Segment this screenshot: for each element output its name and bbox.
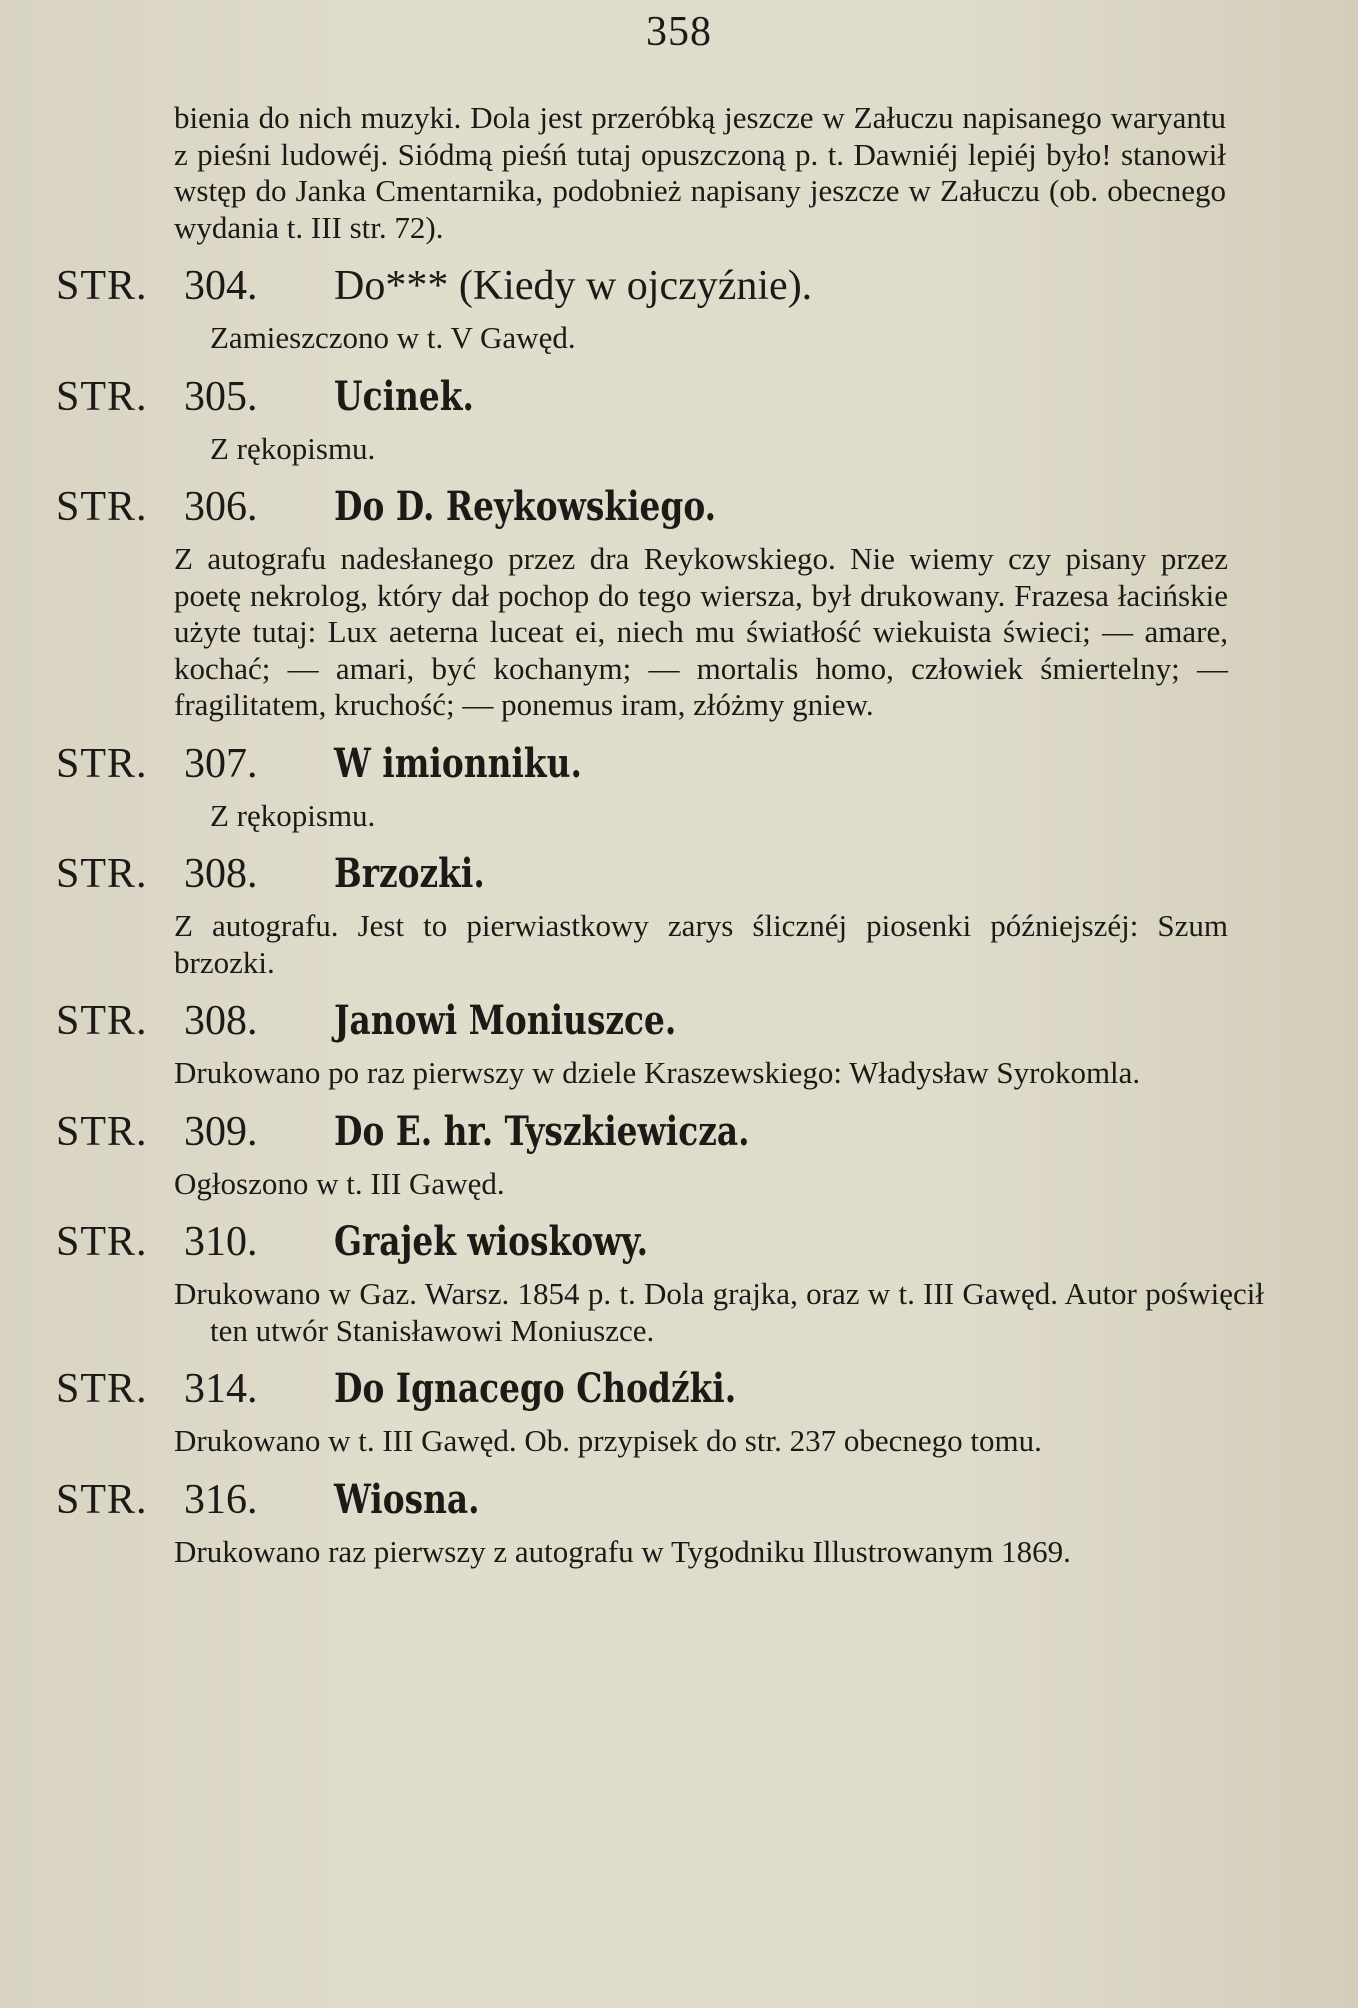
- entry-note: Z autografu nadesłanego przez dra Reykowskiego. Nie wiemy czy pisany przez poetę nekrolog, który dał pochop do tego wiersza, był drukowany. Frazesa łacińskie użyte tutaj: Lux aeterna luceat ei, niech mu światłość wiekuista świeci; — amare, kochać; — amari, być kochanym; — mortalis homo, człowiek śmiertelny; —fragilitatem, kruchość; — ponemus iram, złóżmy gniew.: [174, 541, 1228, 722]
- str-label: STR.: [56, 740, 148, 787]
- entry-heading: [56, 1363, 1236, 1415]
- poem-title: Ucinek.: [334, 372, 474, 420]
- poem-title: Do Ignacego Chodźki.: [334, 1365, 737, 1412]
- str-label: STR.: [56, 484, 148, 530]
- page-reference: 308.: [184, 851, 258, 897]
- entry-heading: [56, 738, 1236, 790]
- str-label: STR.: [56, 851, 148, 897]
- str-label: STR.: [56, 263, 148, 309]
- poem-title: Janowi Moniuszce.: [334, 997, 677, 1044]
- poem-title: Brzozki.: [334, 850, 485, 897]
- page-reference: 309.: [184, 1108, 258, 1155]
- poem-title: Do E. hr. Tyszkiewicza.: [334, 1107, 750, 1155]
- str-label: STR.: [56, 1219, 148, 1265]
- entry-heading: [56, 371, 1236, 423]
- entry-heading: [56, 260, 1236, 312]
- poem-title: Wiosna.: [334, 1475, 480, 1523]
- entry-310: [56, 1216, 1264, 1349]
- entry-note: Z rękopismu.: [210, 430, 376, 466]
- page-content: [56, 100, 1264, 1570]
- entry-note: Zamieszczono w t. V Gawęd.: [210, 320, 576, 355]
- poem-title: W imionniku.: [334, 739, 582, 787]
- poem-title: Grajek wioskowy.: [334, 1218, 649, 1265]
- entry-308a: [56, 848, 1236, 981]
- page-number: 358: [646, 9, 712, 55]
- page-reference: 304.: [184, 263, 258, 309]
- str-label: STR.: [56, 1108, 148, 1155]
- entry-304: [56, 260, 1236, 357]
- str-label: STR.: [56, 373, 148, 420]
- entry-note: Drukowano raz pierwszy z autografu w Tygodniku Illustrowanym 1869.: [174, 1533, 1071, 1569]
- entry-heading: [56, 1474, 1236, 1526]
- entry-heading: [56, 995, 1236, 1047]
- entry-note: Z autografu. Jest to pierwiastkowy zarys ślicznéj piosenki późniejszéj: Szum brzozki.: [174, 908, 1228, 980]
- entry-note: Ogłoszono w t. III Gawęd.: [174, 1165, 505, 1201]
- page-reference: 305.: [184, 373, 258, 420]
- page-reference: 307.: [184, 740, 258, 787]
- page-reference: 308.: [184, 998, 258, 1044]
- entry-heading: [56, 1216, 1236, 1268]
- entry-314: [56, 1363, 1236, 1460]
- entry-306: [56, 481, 1236, 724]
- str-label: STR.: [56, 1476, 148, 1523]
- page-reference: 314.: [184, 1366, 258, 1412]
- entry-308b: [56, 995, 1236, 1092]
- page-reference: 316.: [184, 1476, 258, 1523]
- entry-307: [56, 738, 1236, 835]
- entry-heading: [56, 481, 1236, 533]
- entry-heading: [56, 1106, 1236, 1158]
- entry-note: Z rękopismu.: [210, 797, 376, 833]
- entry-note: Drukowano w t. III Gawęd. Ob. przypisek do str. 237 obecnego tomu.: [174, 1423, 1042, 1458]
- entry-305: [56, 371, 1236, 468]
- entry-316: [56, 1474, 1236, 1571]
- entry-note: Drukowano po raz pierwszy w dziele Kraszewskiego: Władysław Syrokomla.: [174, 1055, 1141, 1090]
- page-reference: 310.: [184, 1219, 258, 1265]
- intro-paragraph: bienia do nich muzyki. Dola jest przeróbką jeszcze w Załuczu napisanego waryantu z pieśni ludowéj. Siódmą pieśń tutaj opuszczoną p. t. Dawniéj lepiéj było! stanowił wstęp do Janka Cmentarnika, podobnież napisany jeszcze w Załuczu (ob. obecnego wydania t. III str. 72).: [174, 100, 1226, 245]
- entry-heading: [56, 848, 1236, 900]
- str-label: STR.: [56, 1366, 148, 1412]
- entry-309: [56, 1106, 1236, 1203]
- str-label: STR.: [56, 998, 148, 1044]
- page-reference: 306.: [184, 484, 258, 530]
- poem-title: Do*** (Kiedy w ojczyźnie).: [334, 263, 813, 309]
- poem-title: Do D. Reykowskiego.: [334, 483, 717, 530]
- entry-note: Drukowano w Gaz. Warsz. 1854 p. t. Dola grajka, oraz w t. III Gawęd. Autor poświęcił ten utwór Stanisławowi Moniuszce.: [174, 1276, 1264, 1348]
